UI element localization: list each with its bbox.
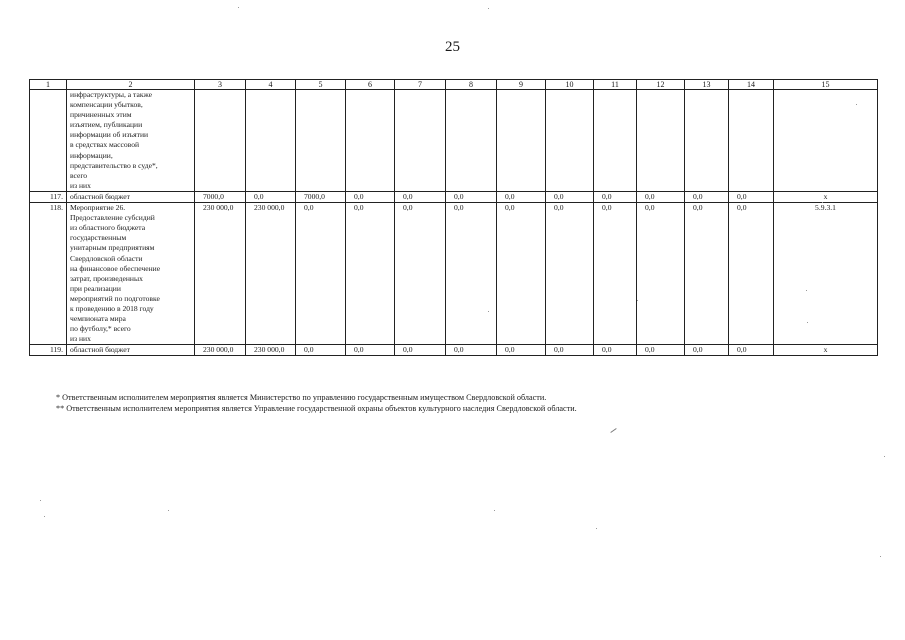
- empty-cell: [594, 90, 637, 192]
- name-line: областной бюджет: [70, 191, 130, 201]
- value-cell-col-7: 0,0: [395, 345, 446, 356]
- continuation-name-cell: [67, 90, 195, 192]
- header-cell-col-14: 14: [729, 80, 774, 90]
- header-cell-col-4: 4: [246, 80, 296, 90]
- scan-speck: [880, 556, 881, 557]
- empty-cell: [497, 90, 546, 192]
- value-cell-col-11: 0,0: [594, 203, 637, 345]
- footnotes: [56, 392, 577, 414]
- value-cell-col-5: 7000,0: [296, 191, 346, 202]
- scan-speck: [44, 516, 45, 517]
- empty-cell: [685, 90, 729, 192]
- scan-speck: [806, 290, 807, 291]
- scan-speck: [488, 311, 489, 312]
- name-line: унитарным предприятиям: [70, 243, 155, 253]
- name-line: Свердловской области: [70, 253, 143, 263]
- scan-speck: [238, 7, 239, 8]
- empty-cell: [446, 90, 497, 192]
- empty-cell: [546, 90, 594, 192]
- row-name-cell: [67, 345, 195, 356]
- value-cell-col-10: 0,0: [546, 345, 594, 356]
- table-body: [30, 80, 878, 356]
- value-cell-col-12: 0,0: [637, 345, 685, 356]
- name-line: по футболу,* всего: [70, 324, 131, 334]
- empty-cell: [246, 90, 296, 192]
- value-cell-col-6: 0,0: [346, 203, 395, 345]
- empty-cell: [195, 90, 246, 192]
- name-line: Мероприятие 26.: [70, 203, 126, 213]
- table-header-row: [30, 80, 878, 90]
- row-name-cell: [67, 191, 195, 202]
- name-line: мероприятий по подготовке: [70, 293, 160, 303]
- empty-cell: [30, 90, 67, 192]
- empty-cell: [296, 90, 346, 192]
- name-line: к проведению в 2018 году: [70, 303, 154, 313]
- row-number-cell: 118.: [30, 203, 67, 345]
- value-cell-col-14: 0,0: [729, 345, 774, 356]
- name-line: государственным: [70, 233, 127, 243]
- header-cell-col-1: 1: [30, 80, 67, 90]
- value-cell-col-9: 0,0: [497, 191, 546, 202]
- page-number: 25: [445, 39, 460, 55]
- value-cell-col-10: 0,0: [546, 191, 594, 202]
- value-cell-col-6: 0,0: [346, 345, 395, 356]
- header-cell-col-9: 9: [497, 80, 546, 90]
- table-row: [30, 345, 878, 356]
- header-cell-col-10: 10: [546, 80, 594, 90]
- data-table: [29, 79, 878, 356]
- header-cell-col-11: 11: [594, 80, 637, 90]
- value-cell-col-11: 0,0: [594, 191, 637, 202]
- table-row: [30, 203, 878, 345]
- scan-speck: [807, 322, 808, 323]
- value-cell-col-4: 0,0: [246, 191, 296, 202]
- value-cell-col-5: 0,0: [296, 345, 346, 356]
- empty-cell: [774, 90, 878, 192]
- value-cell-col-12: 0,0: [637, 191, 685, 202]
- name-line: информации об изъятии: [70, 130, 149, 140]
- name-line: из них: [70, 180, 91, 190]
- name-line: Предоставление субсидий: [70, 213, 155, 223]
- value-cell-col-4: 230 000,0: [246, 203, 296, 345]
- value-cell-col-10: 0,0: [546, 203, 594, 345]
- target-indicator-cell: x: [774, 345, 878, 356]
- name-line: из них: [70, 334, 91, 344]
- scan-speck: [488, 8, 489, 9]
- name-line: причиненных этим: [70, 110, 132, 120]
- header-cell-col-13: 13: [685, 80, 729, 90]
- value-cell-col-7: 0,0: [395, 191, 446, 202]
- value-cell-col-5: 0,0: [296, 203, 346, 345]
- empty-cell: [346, 90, 395, 192]
- value-cell-col-8: 0,0: [446, 191, 497, 202]
- table-row-continuation: [30, 90, 878, 192]
- scan-mark: [610, 428, 616, 433]
- value-cell-col-13: 0,0: [685, 345, 729, 356]
- header-cell-col-5: 5: [296, 80, 346, 90]
- empty-cell: [729, 90, 774, 192]
- row-name-cell: [67, 203, 195, 345]
- header-cell-col-15: 15: [774, 80, 878, 90]
- value-cell-col-8: 0,0: [446, 345, 497, 356]
- value-cell-col-7: 0,0: [395, 203, 446, 345]
- scan-speck: [822, 202, 823, 203]
- name-line: в средствах массовой: [70, 140, 140, 150]
- name-line: информации,: [70, 150, 113, 160]
- header-cell-col-3: 3: [195, 80, 246, 90]
- scan-speck: [596, 528, 597, 529]
- value-cell-col-3: 230 000,0: [195, 345, 246, 356]
- row-number-cell: 119.: [30, 345, 67, 356]
- header-cell-col-8: 8: [446, 80, 497, 90]
- name-line: затрат, произведенных: [70, 273, 143, 283]
- row-number-cell: 117.: [30, 191, 67, 202]
- target-indicator-cell: x: [774, 191, 878, 202]
- name-line: изъятием, публикации: [70, 120, 143, 130]
- name-line: при реализации: [70, 283, 121, 293]
- value-cell-col-4: 230 000,0: [246, 345, 296, 356]
- value-cell-col-8: 0,0: [446, 203, 497, 345]
- value-cell-col-13: 0,0: [685, 191, 729, 202]
- name-line: инфраструктуры, а также: [70, 90, 153, 99]
- name-line: чемпионата мира: [70, 314, 126, 324]
- scan-speck: [637, 300, 638, 301]
- scan-speck: [494, 510, 495, 511]
- value-cell-col-11: 0,0: [594, 345, 637, 356]
- name-line: компенсации убытков,: [70, 100, 143, 110]
- name-line: представительство в суде*,: [70, 160, 158, 170]
- table-row: [30, 191, 878, 202]
- header-cell-col-12: 12: [637, 80, 685, 90]
- value-cell-col-9: 0,0: [497, 203, 546, 345]
- value-cell-col-14: 0,0: [729, 191, 774, 202]
- scan-speck: [168, 510, 169, 511]
- value-cell-col-3: 230 000,0: [195, 203, 246, 345]
- footnote-1: * Ответственным исполнителем мероприятия является Министерство по управлению государственным имуществом Свердловской области.: [56, 393, 547, 402]
- program-table: [29, 79, 877, 356]
- target-indicator-cell: 5.9.3.1: [774, 203, 878, 345]
- scan-speck: [40, 500, 41, 501]
- name-line: областной бюджет: [70, 345, 130, 355]
- value-cell-col-13: 0,0: [685, 203, 729, 345]
- scan-speck: [884, 456, 885, 457]
- empty-cell: [637, 90, 685, 192]
- header-cell-col-2: 2: [67, 80, 195, 90]
- header-cell-col-6: 6: [346, 80, 395, 90]
- footnote-2: ** Ответственным исполнителем мероприятия является Управление государственной охраны объектов культурного наследия Свердловской области.: [56, 404, 577, 413]
- name-line: на финансовое обеспечение: [70, 263, 161, 273]
- header-cell-col-7: 7: [395, 80, 446, 90]
- value-cell-col-9: 0,0: [497, 345, 546, 356]
- scan-speck: [856, 104, 857, 105]
- empty-cell: [395, 90, 446, 192]
- name-line: всего: [70, 170, 88, 180]
- value-cell-col-3: 7000,0: [195, 191, 246, 202]
- value-cell-col-12: 0,0: [637, 203, 685, 345]
- value-cell-col-14: 0,0: [729, 203, 774, 345]
- value-cell-col-6: 0,0: [346, 191, 395, 202]
- name-line: из областного бюджета: [70, 223, 146, 233]
